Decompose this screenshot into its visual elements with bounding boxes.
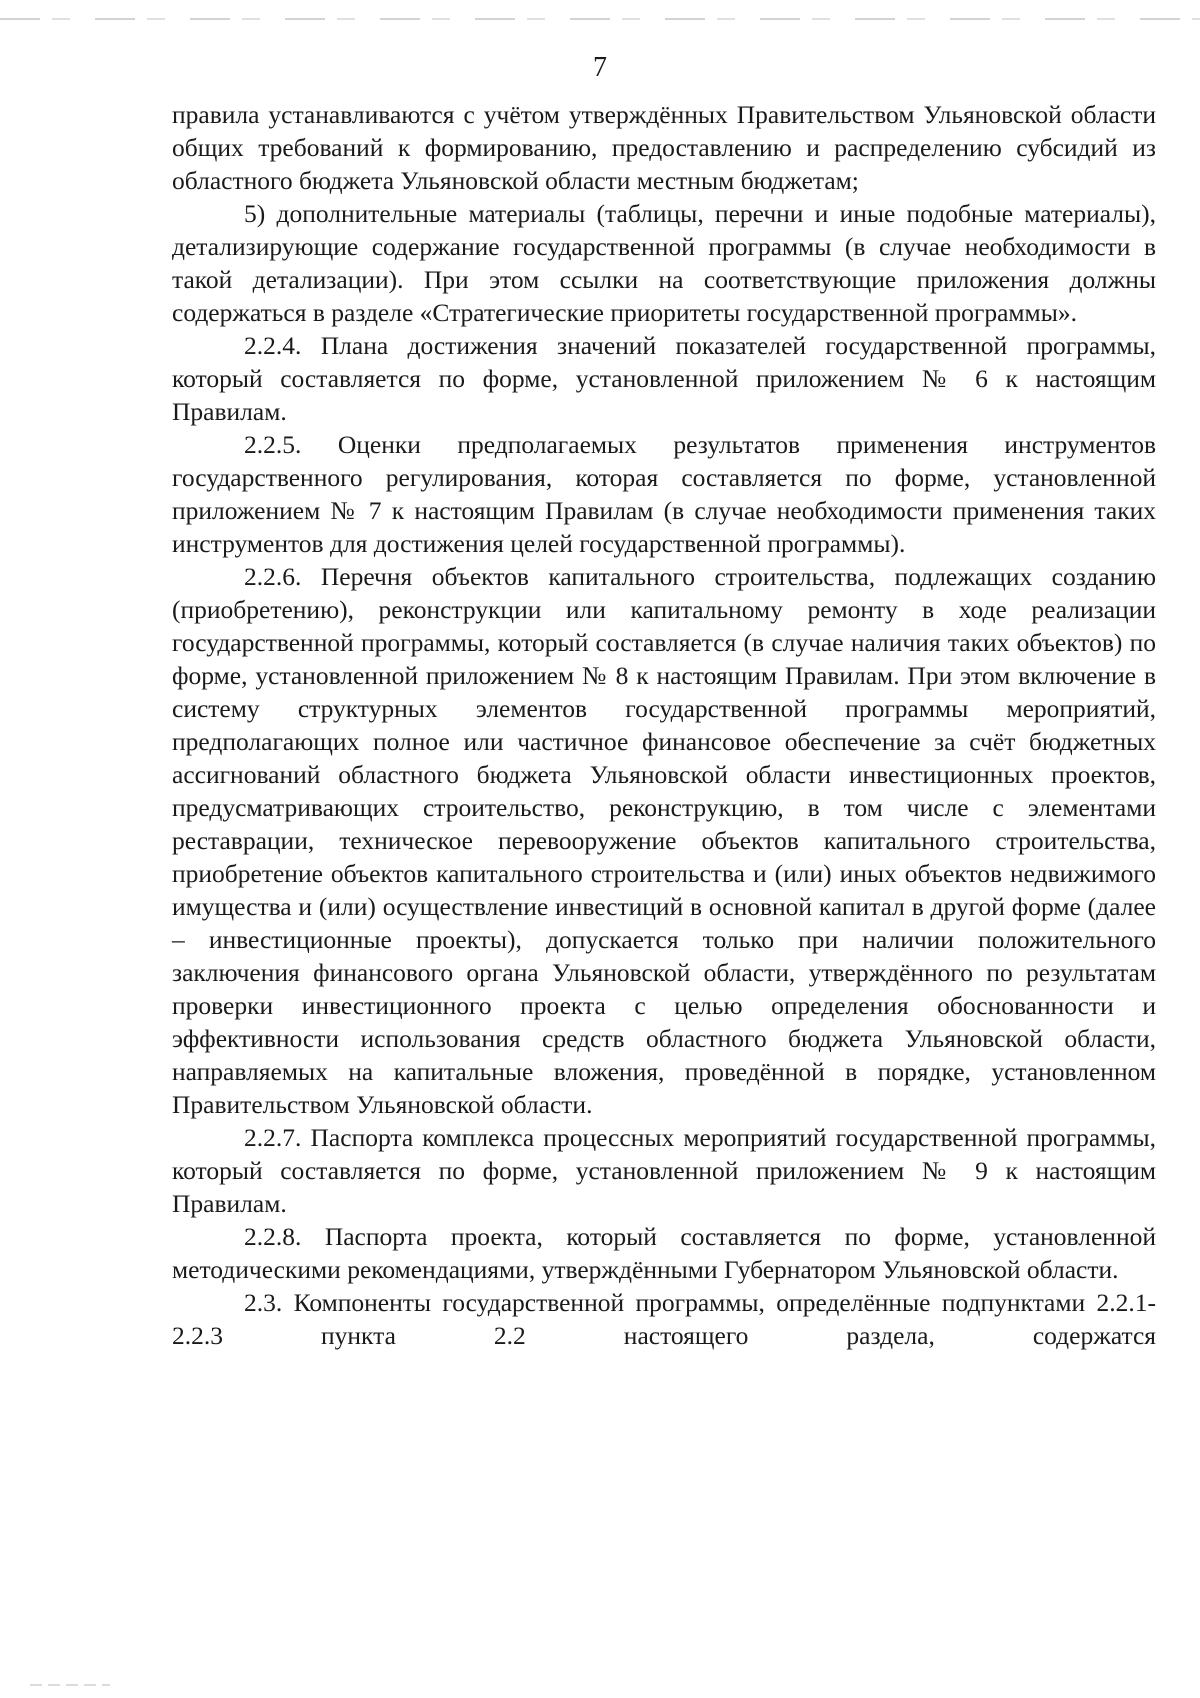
paragraph-2-2-5: 2.2.5. Оценки предполагаемых результатов применения инструментов государственного регулирования, которая составляется по форме, установленной приложением № 7 к настоящим Правилам (в случае необходимости применения таких инструментов для достижения целей государственной программы).: [172, 430, 1156, 558]
paragraph-2-2-4: 2.2.4. Плана достижения значений показателей государственной программы, который составляется по форме, установленной приложением № 6 к настоящим Правилам.: [172, 331, 1156, 426]
scan-edge-marks: [0, 18, 1200, 20]
paragraph-item-5: 5) дополнительные материалы (таблицы, перечни и иные подобные материалы), детализирующие содержание государственной программы (в случае необходимости в такой детализации). При этом ссылки на соответствующие приложения должны содержаться в разделе «Стратегические приоритеты государственной программы».: [172, 199, 1156, 327]
paragraph-2-3: 2.3. Компоненты государственной программы, определённые подпунктами 2.2.1-2.2.3 пункта 2.2 настоящего раздела, содержатся: [172, 1288, 1156, 1350]
paragraph-2-2-8: 2.2.8. Паспорта проекта, который составляется по форме, установленной методическими рекомендациями, утверждёнными Губернатором Ульяновской области.: [172, 1222, 1156, 1284]
document-body: [172, 98, 1156, 1352]
paragraph-2-2-6: 2.2.6. Перечня объектов капитального строительства, подлежащих созданию (приобретению), реконструкции или капитальному ремонту в ходе реализации государственной программы, который составляется (в случае наличия таких объектов) по форме, установленной приложением № 8 к настоящим Правилам. При этом включение в систему структурных элементов государственной программы мероприятий, предполагающих полное или частичное финансовое обеспечение за счёт бюджетных ассигнований областного бюджета Ульяновской области инвестиционных проектов, предусматривающих строительство, реконструкцию, в том числе с элементами реставрации, техническое перевооружение объектов капитального строительства, приобретение объектов капитального строительства и (или) иных объектов недвижимого имущества и (или) осуществление инвестиций в основной капитал в другой форме (далее – инвестиционные проекты), допускается только при наличии положительного заключения финансового органа Ульяновской области, утверждённого по результатам проверки инвестиционного проекта с целью определения обоснованности и эффективности использования средств областного бюджета Ульяновской области, направляемых на капитальные вложения, проведённой в порядке, установленном Правительством Ульяновской области.: [172, 562, 1156, 1119]
page-number: 7: [593, 52, 607, 83]
paragraph-continuation: правила устанавливаются с учётом утверждённых Правительством Ульяновской области общих требований к формированию, предоставлению и распределению субсидий из областного бюджета Ульяновской области местным бюджетам;: [172, 100, 1156, 195]
paragraph-2-2-7: 2.2.7. Паспорта комплекса процессных мероприятий государственной программы, который составляется по форме, установленной приложением № 9 к настоящим Правилам.: [172, 1123, 1156, 1218]
scan-edge-marks-bottom: [30, 1684, 110, 1686]
